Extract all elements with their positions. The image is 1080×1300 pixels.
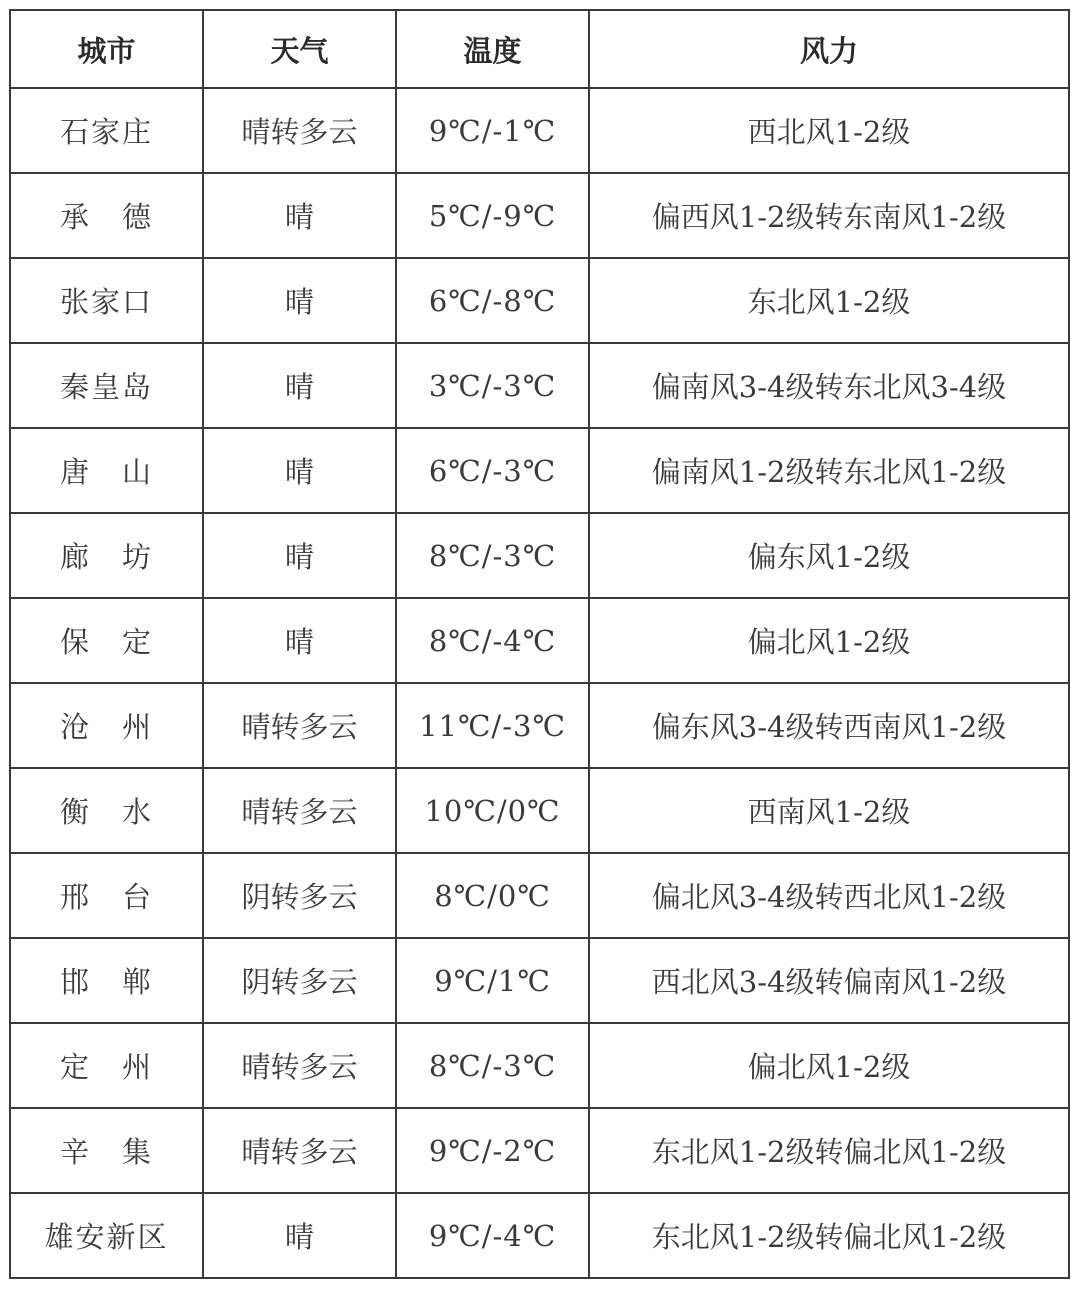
cell-city: 张家口	[10, 258, 203, 343]
cell-temperature: 10℃/0℃	[396, 768, 589, 853]
cell-city: 廊 坊	[10, 513, 203, 598]
cell-city: 辛 集	[10, 1108, 203, 1193]
cell-weather: 晴	[203, 428, 396, 513]
cell-wind: 东北风1-2级	[589, 258, 1069, 343]
cell-weather: 晴转多云	[203, 1023, 396, 1108]
table-row	[10, 1108, 1069, 1193]
table-row	[10, 768, 1069, 853]
cell-weather: 阴转多云	[203, 853, 396, 938]
cell-temperature: 9℃/-1℃	[396, 88, 589, 173]
cell-wind: 偏南风1-2级转东北风1-2级	[589, 428, 1069, 513]
cell-weather: 晴转多云	[203, 768, 396, 853]
table-row	[10, 513, 1069, 598]
cell-weather: 阴转多云	[203, 938, 396, 1023]
cell-city: 定 州	[10, 1023, 203, 1108]
table-row	[10, 938, 1069, 1023]
cell-city: 石家庄	[10, 88, 203, 173]
cell-weather: 晴	[203, 1193, 396, 1278]
cell-temperature: 6℃/-8℃	[396, 258, 589, 343]
cell-wind: 西北风3-4级转偏南风1-2级	[589, 938, 1069, 1023]
weather-forecast-table	[9, 9, 1070, 1279]
cell-wind: 东北风1-2级转偏北风1-2级	[589, 1108, 1069, 1193]
cell-temperature: 8℃/-3℃	[396, 1023, 589, 1108]
table-header	[10, 10, 1069, 88]
cell-weather: 晴	[203, 513, 396, 598]
cell-wind: 偏南风3-4级转东北风3-4级	[589, 343, 1069, 428]
cell-weather: 晴转多云	[203, 683, 396, 768]
cell-city: 雄安新区	[10, 1193, 203, 1278]
table-row	[10, 258, 1069, 343]
cell-city: 保 定	[10, 598, 203, 683]
cell-wind: 西南风1-2级	[589, 768, 1069, 853]
table-row	[10, 88, 1069, 173]
cell-city: 邯 郸	[10, 938, 203, 1023]
table-row	[10, 598, 1069, 683]
table-row	[10, 683, 1069, 768]
table-body	[10, 88, 1069, 1278]
table-row	[10, 853, 1069, 938]
cell-wind: 偏北风1-2级	[589, 1023, 1069, 1108]
table-row	[10, 1193, 1069, 1278]
cell-wind: 偏北风1-2级	[589, 598, 1069, 683]
header-wind: 风力	[589, 10, 1069, 88]
header-temperature: 温度	[396, 10, 589, 88]
header-row	[10, 10, 1069, 88]
cell-weather: 晴转多云	[203, 1108, 396, 1193]
cell-wind: 偏东风1-2级	[589, 513, 1069, 598]
cell-weather: 晴	[203, 258, 396, 343]
header-weather: 天气	[203, 10, 396, 88]
cell-temperature: 3℃/-3℃	[396, 343, 589, 428]
cell-weather: 晴	[203, 173, 396, 258]
header-city: 城市	[10, 10, 203, 88]
cell-city: 唐 山	[10, 428, 203, 513]
table-row	[10, 1023, 1069, 1108]
cell-wind: 偏东风3-4级转西南风1-2级	[589, 683, 1069, 768]
table-row	[10, 173, 1069, 258]
cell-temperature: 9℃/1℃	[396, 938, 589, 1023]
cell-city: 衡 水	[10, 768, 203, 853]
cell-temperature: 8℃/0℃	[396, 853, 589, 938]
cell-wind: 偏北风3-4级转西北风1-2级	[589, 853, 1069, 938]
cell-temperature: 5℃/-9℃	[396, 173, 589, 258]
cell-wind: 偏西风1-2级转东南风1-2级	[589, 173, 1069, 258]
cell-city: 沧 州	[10, 683, 203, 768]
cell-weather: 晴	[203, 598, 396, 683]
cell-wind: 东北风1-2级转偏北风1-2级	[589, 1193, 1069, 1278]
cell-wind: 西北风1-2级	[589, 88, 1069, 173]
cell-temperature: 11℃/-3℃	[396, 683, 589, 768]
cell-temperature: 9℃/-4℃	[396, 1193, 589, 1278]
cell-weather: 晴	[203, 343, 396, 428]
cell-temperature: 8℃/-3℃	[396, 513, 589, 598]
cell-temperature: 6℃/-3℃	[396, 428, 589, 513]
table-row	[10, 428, 1069, 513]
cell-city: 秦皇岛	[10, 343, 203, 428]
cell-weather: 晴转多云	[203, 88, 396, 173]
cell-city: 邢 台	[10, 853, 203, 938]
cell-temperature: 9℃/-2℃	[396, 1108, 589, 1193]
cell-temperature: 8℃/-4℃	[396, 598, 589, 683]
table-row	[10, 343, 1069, 428]
cell-city: 承 德	[10, 173, 203, 258]
